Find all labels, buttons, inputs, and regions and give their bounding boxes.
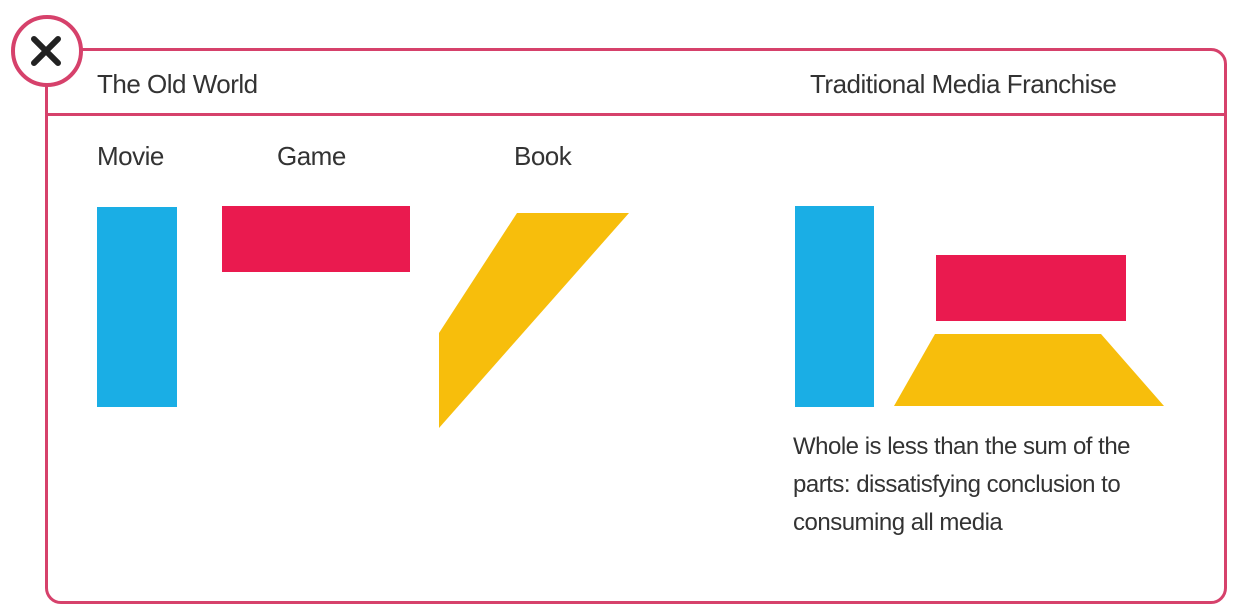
close-icon[interactable] xyxy=(29,34,63,68)
book-label: Book xyxy=(514,141,572,171)
book-shape xyxy=(437,210,631,430)
header-divider xyxy=(48,113,1224,116)
panel-title: The Old World xyxy=(97,69,258,99)
combined-game-shape xyxy=(936,255,1126,321)
combined-book-trapezoid xyxy=(894,334,1164,406)
combined-movie-shape xyxy=(795,206,874,407)
game-shape xyxy=(222,206,410,272)
movie-label: Movie xyxy=(97,141,164,171)
panel-subtitle: Traditional Media Franchise xyxy=(810,69,1117,99)
caption-text: Whole is less than the sum of the parts: dissatisfying conclusion to consuming all media xyxy=(793,433,1131,536)
movie-shape xyxy=(97,207,177,407)
combined-book-shape xyxy=(893,332,1165,408)
game-label: Game xyxy=(277,141,346,171)
book-parallelogram xyxy=(439,213,629,428)
